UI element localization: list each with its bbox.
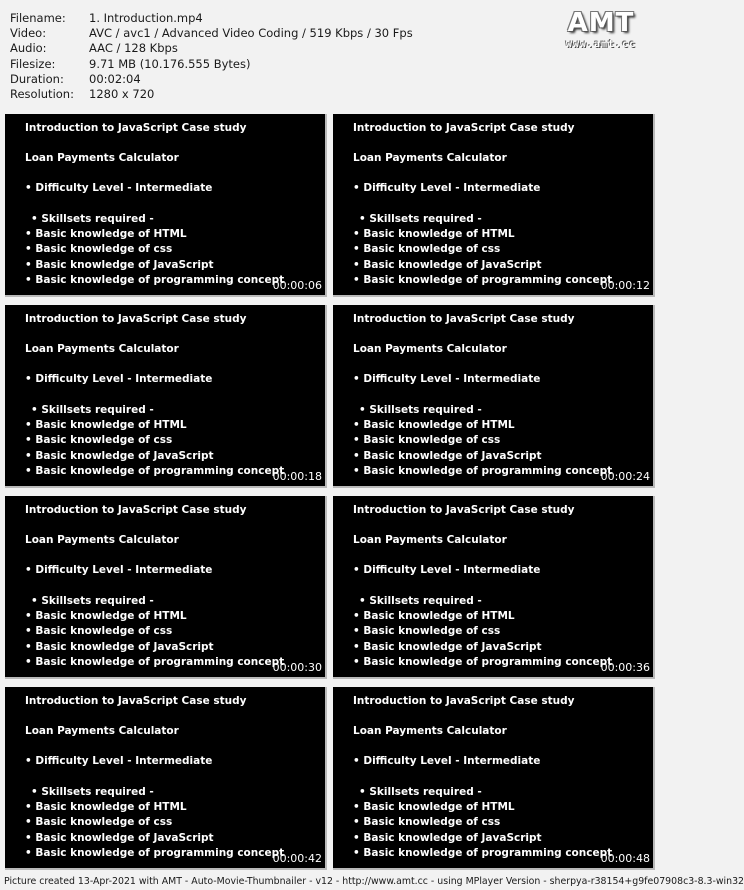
amt-logo [551,8,651,50]
resolution-label: Resolution: [10,87,74,102]
filesize-row [10,57,413,72]
slide-title: Introduction to JavaScript Case study [25,504,247,516]
slide-difficulty: • Difficulty Level - Intermediate [25,373,213,385]
video-thumbnail [333,687,655,870]
video-thumbnail [5,687,327,870]
slide-difficulty: • Difficulty Level - Intermediate [25,182,213,194]
slide-bullet-programming: • Basic knowledge of programming concept [25,656,285,668]
slide-bullet-html: • Basic knowledge of HTML [25,610,187,622]
slide-title: Introduction to JavaScript Case study [353,122,575,134]
slide-bullet-css: • Basic knowledge of css [353,243,501,255]
slide-difficulty: • Difficulty Level - Intermediate [353,182,541,194]
video-thumbnail [5,496,327,679]
thumbnail-timestamp: 00:00:48 [600,852,650,865]
slide-subtitle: Loan Payments Calculator [25,343,179,355]
slide-title: Introduction to JavaScript Case study [353,313,575,325]
slide-difficulty: • Difficulty Level - Intermediate [353,564,541,576]
slide-bullet-html: • Basic knowledge of HTML [353,228,515,240]
filename-row [10,11,413,26]
slide-bullet-css: • Basic knowledge of css [25,625,173,637]
slide-bullet-html: • Basic knowledge of HTML [353,801,515,813]
amt-logo-url: www.amt.cc [565,39,637,50]
video-thumbnail [5,114,327,297]
thumbnail-timestamp: 00:00:36 [600,661,650,674]
slide-bullet-programming: • Basic knowledge of programming concept [353,465,613,477]
thumbnail-timestamp: 00:00:18 [272,470,322,483]
slide-bullet-css: • Basic knowledge of css [353,816,501,828]
thumbnail-timestamp: 00:00:06 [272,279,322,292]
slide-title: Introduction to JavaScript Case study [25,313,247,325]
slide-bullet-programming: • Basic knowledge of programming concept [25,847,285,859]
slide-title: Introduction to JavaScript Case study [353,695,575,707]
slide-bullet-html: • Basic knowledge of HTML [25,228,187,240]
slide-skills: • Skillsets required - [31,786,154,798]
slide-subtitle: Loan Payments Calculator [25,534,179,546]
slide-bullet-programming: • Basic knowledge of programming concept [25,274,285,286]
filesize-value: 9.71 MB (10.176.555 Bytes) [89,56,251,71]
slide-skills: • Skillsets required - [359,404,482,416]
thumbnail-timestamp: 00:00:30 [272,661,322,674]
amt-logo-mark: AMT [567,8,635,38]
slide-subtitle: Loan Payments Calculator [25,152,179,164]
slide-bullet-html: • Basic knowledge of HTML [353,610,515,622]
video-thumbnail [333,305,655,488]
slide-difficulty: • Difficulty Level - Intermediate [353,373,541,385]
slide-subtitle: Loan Payments Calculator [353,343,507,355]
filename-value: 1. Introduction.mp4 [89,11,203,25]
duration-label: Duration: [10,71,64,86]
audio-value: AAC / 128 Kbps [89,41,178,56]
slide-bullet-javascript: • Basic knowledge of JavaScript [25,832,214,844]
filename-label: Filename: [10,11,66,25]
slide-difficulty: • Difficulty Level - Intermediate [25,564,213,576]
slide-bullet-javascript: • Basic knowledge of JavaScript [353,832,542,844]
video-thumbnail [333,114,655,297]
thumbnail-grid [5,114,655,870]
slide-bullet-javascript: • Basic knowledge of JavaScript [25,450,214,462]
thumbnail-timestamp: 00:00:42 [272,852,322,865]
video-label: Video: [10,26,47,41]
slide-title: Introduction to JavaScript Case study [25,695,247,707]
slide-bullet-javascript: • Basic knowledge of JavaScript [353,259,542,271]
video-thumbnail [333,496,655,679]
resolution-value: 1280 x 720 [89,87,155,102]
video-thumbnail [5,305,327,488]
slide-skills: • Skillsets required - [31,213,154,225]
slide-bullet-css: • Basic knowledge of css [25,243,173,255]
slide-difficulty: • Difficulty Level - Intermediate [25,755,213,767]
thumbnail-timestamp: 00:00:12 [600,279,650,292]
slide-bullet-programming: • Basic knowledge of programming concept [353,847,613,859]
duration-value: 00:02:04 [89,71,141,86]
slide-skills: • Skillsets required - [359,786,482,798]
slide-title: Introduction to JavaScript Case study [353,504,575,516]
slide-bullet-css: • Basic knowledge of css [353,434,501,446]
file-info [10,11,413,102]
slide-title: Introduction to JavaScript Case study [25,122,247,134]
footer-credit: Picture created 13-Apr-2021 with AMT - Auto-Movie-Thumbnailer - v12 - http://www.amt.cc - using MPlayer Version - sherpya-r38154+g9fe07908c3-8.3-win32 [4,876,744,887]
slide-bullet-javascript: • Basic knowledge of JavaScript [25,259,214,271]
slide-skills: • Skillsets required - [359,595,482,607]
slide-skills: • Skillsets required - [31,404,154,416]
slide-bullet-css: • Basic knowledge of css [25,816,173,828]
slide-bullet-html: • Basic knowledge of HTML [353,419,515,431]
slide-subtitle: Loan Payments Calculator [25,725,179,737]
slide-bullet-javascript: • Basic knowledge of JavaScript [25,641,214,653]
slide-bullet-programming: • Basic knowledge of programming concept [353,656,613,668]
slide-bullet-javascript: • Basic knowledge of JavaScript [353,450,542,462]
filesize-label: Filesize: [10,56,56,71]
thumbnail-timestamp: 00:00:24 [600,470,650,483]
slide-bullet-css: • Basic knowledge of css [25,434,173,446]
slide-skills: • Skillsets required - [359,213,482,225]
slide-bullet-css: • Basic knowledge of css [353,625,501,637]
slide-bullet-html: • Basic knowledge of HTML [25,419,187,431]
duration-row [10,72,413,87]
slide-subtitle: Loan Payments Calculator [353,152,507,164]
slide-bullet-programming: • Basic knowledge of programming concept [25,465,285,477]
slide-bullet-programming: • Basic knowledge of programming concept [353,274,613,286]
video-row [10,26,413,41]
slide-skills: • Skillsets required - [31,595,154,607]
video-value: AVC / avc1 / Advanced Video Coding / 519 Kbps / 30 Fps [89,26,413,41]
slide-bullet-javascript: • Basic knowledge of JavaScript [353,641,542,653]
audio-row [10,41,413,56]
slide-subtitle: Loan Payments Calculator [353,534,507,546]
audio-label: Audio: [10,41,47,56]
slide-difficulty: • Difficulty Level - Intermediate [353,755,541,767]
slide-subtitle: Loan Payments Calculator [353,725,507,737]
slide-bullet-html: • Basic knowledge of HTML [25,801,187,813]
resolution-row [10,87,413,102]
